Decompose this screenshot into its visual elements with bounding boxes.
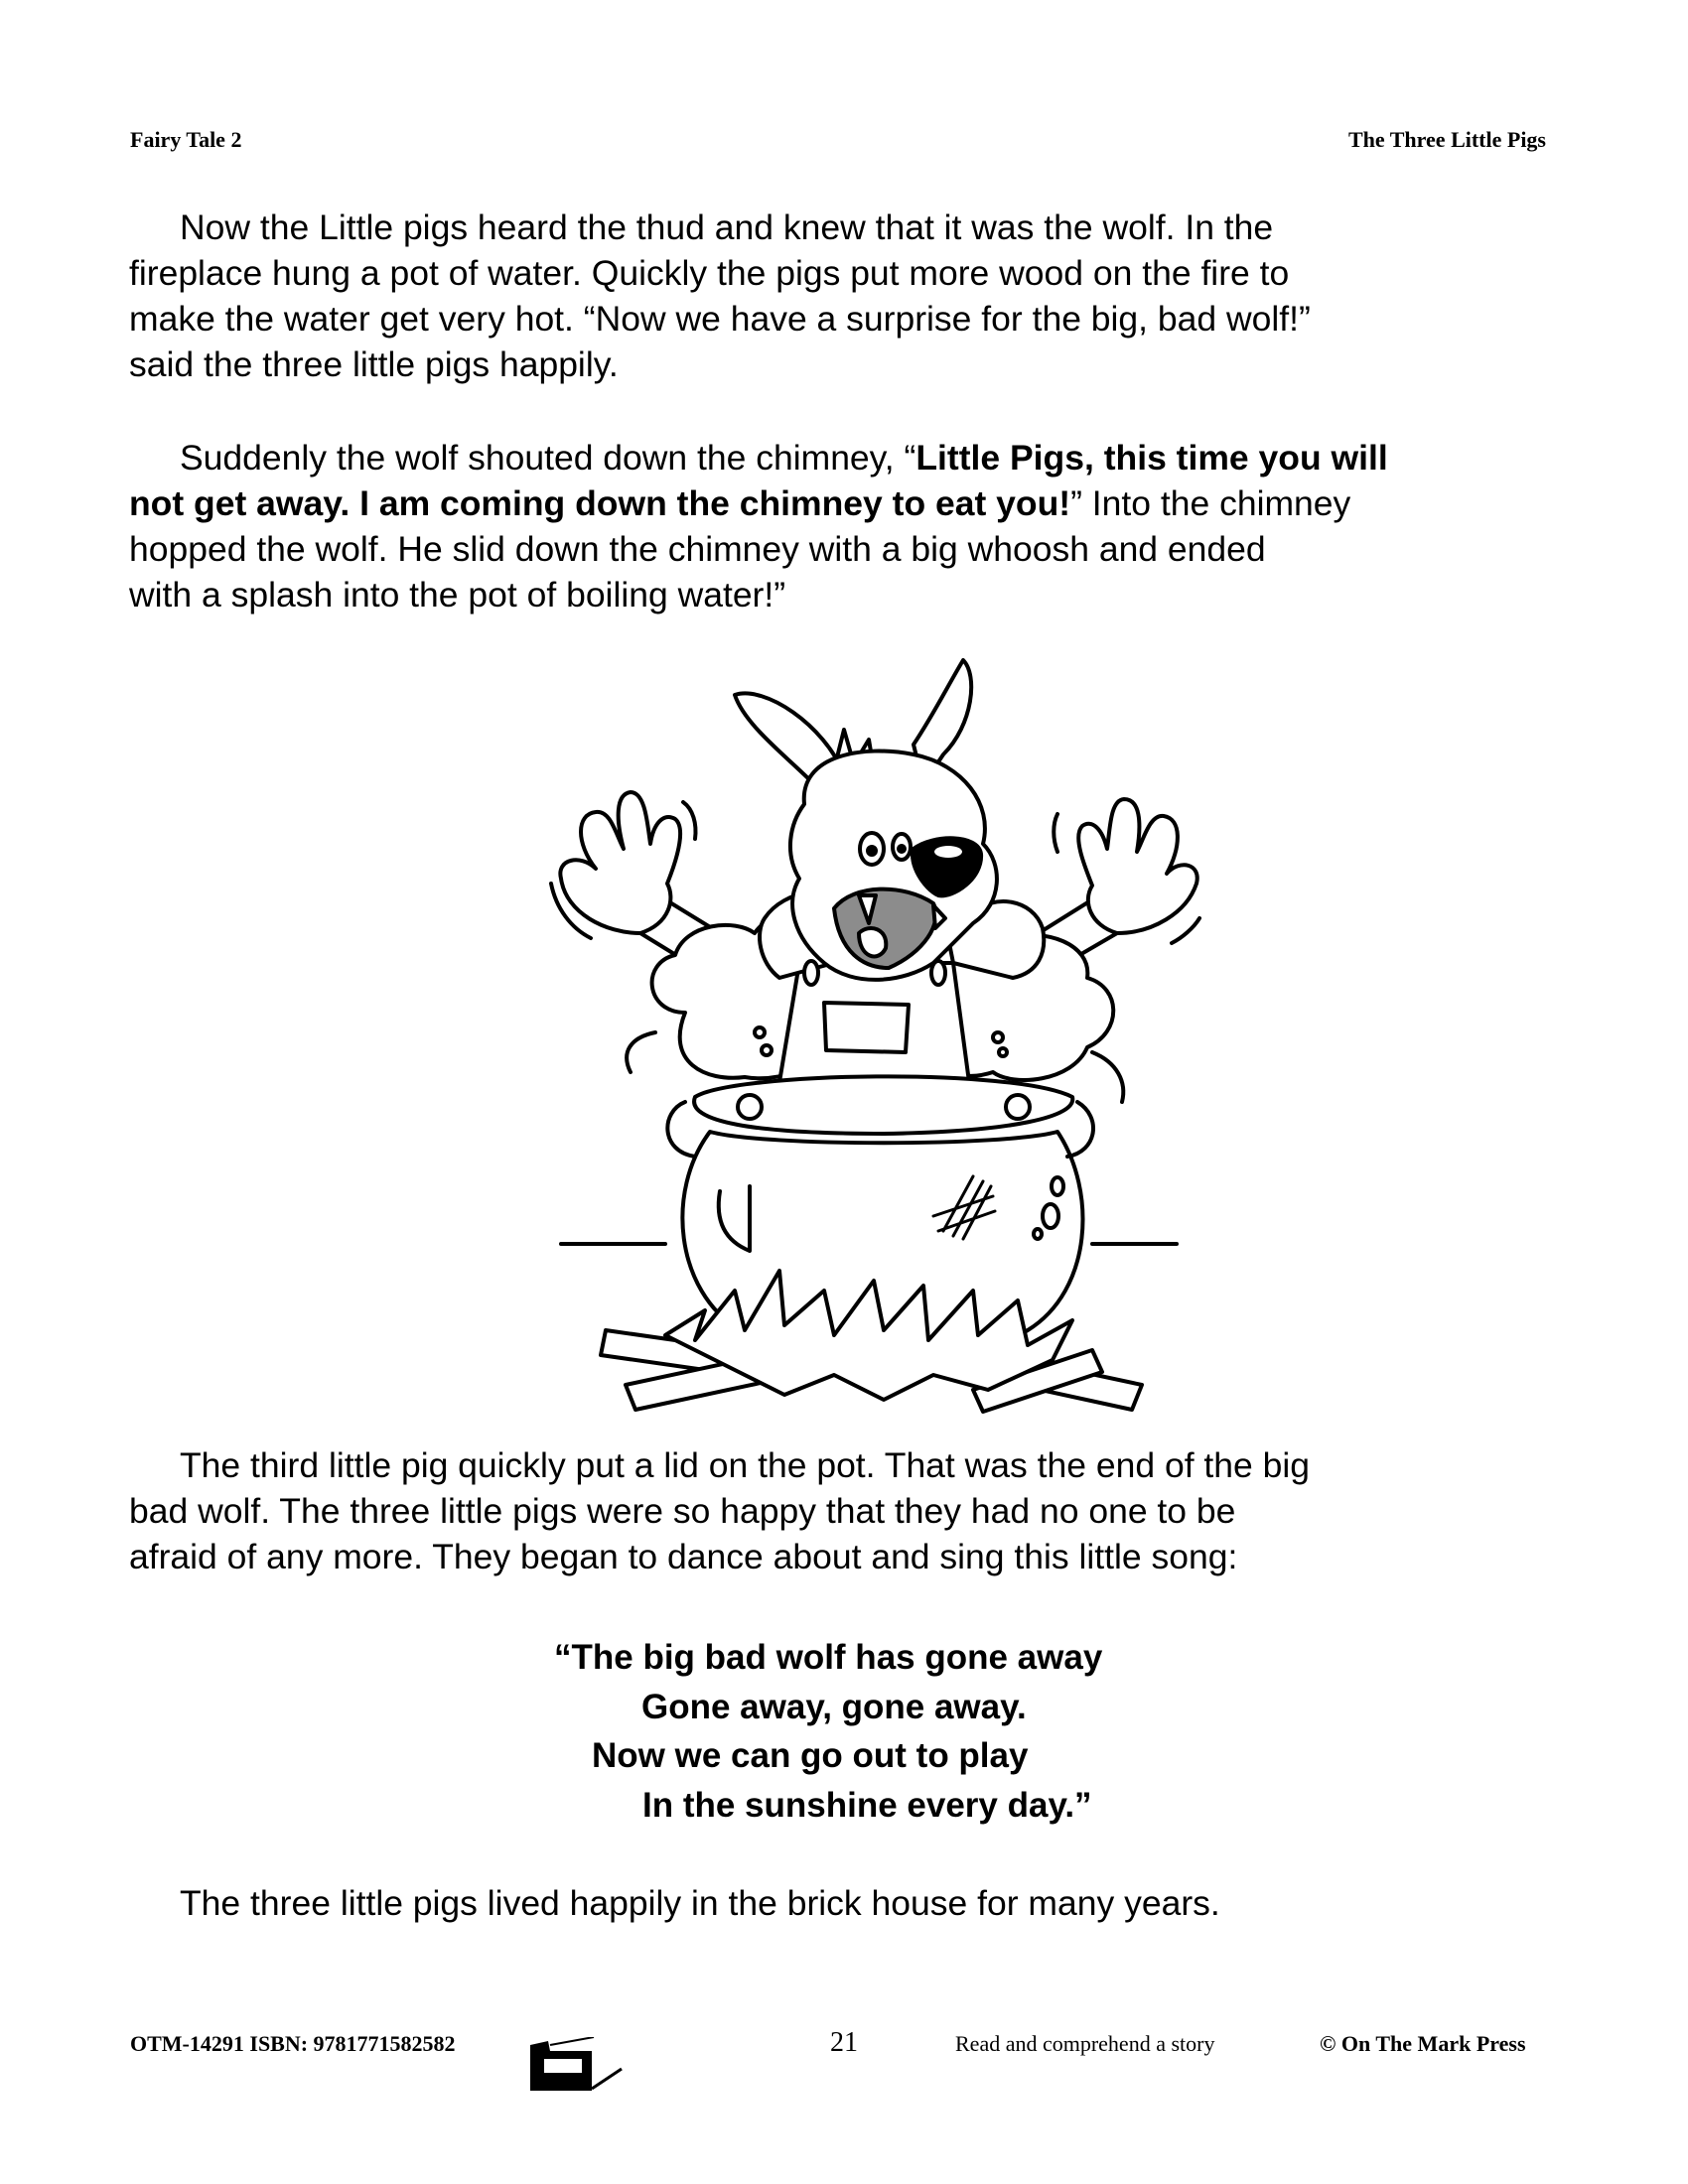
song-line: Now we can go out to play <box>592 1736 1029 1775</box>
song-line: Gone away, gone away. <box>641 1687 1027 1726</box>
paragraph-line: said the three little pigs happily. <box>129 344 619 384</box>
story-closing <box>129 1880 1220 1926</box>
paragraph-line: bad wolf. The three little pigs were so happy that they had no one to be <box>129 1491 1236 1531</box>
photocopier-icon <box>528 2037 628 2093</box>
wolf-quote-text: Little Pigs, this time you will <box>915 438 1388 478</box>
running-header-right: The Three Little Pigs <box>1347 127 1546 152</box>
paragraph-line: The three little pigs lived happily in the brick house for many years. <box>180 1883 1220 1923</box>
story-paragraph-1 <box>129 205 1311 387</box>
song-line: “The big bad wolf has gone away <box>554 1638 1103 1677</box>
footer-code-isbn: OTM-14291 ISBN: 9781771582582 <box>130 2031 456 2056</box>
story-paragraph-3 <box>129 1442 1310 1579</box>
paragraph-line: make the water get very hot. “Now we have a surprise for the big, bad wolf!” <box>129 299 1311 339</box>
pigs-song <box>0 1633 1103 1830</box>
narration-text: ” Into the chimney <box>1070 483 1351 523</box>
paragraph-line: The third little pig quickly put a lid on the pot. That was the end of the big <box>180 1445 1311 1485</box>
footer-copyright: © On The Mark Press <box>1320 2031 1526 2056</box>
page-number: 21 <box>830 2027 858 2058</box>
wolf-quote-text: not get away. I am coming down the chimney to eat you! <box>129 483 1071 523</box>
song-line: In the sunshine every day.” <box>642 1785 1092 1825</box>
paragraph-line: fireplace hung a pot of water. Quickly the pigs put more wood on the fire to <box>129 253 1290 293</box>
paragraph-line <box>129 480 1388 526</box>
paragraph-line: hopped the wolf. He slid down the chimney with a big whoosh and ended <box>129 529 1266 569</box>
story-paragraph-2 <box>129 435 1388 617</box>
paragraph-line: with a splash into the pot of boiling water!” <box>129 575 786 614</box>
narration-text: Suddenly the wolf shouted down the chimney, “ <box>180 438 916 478</box>
running-header-left: Fairy Tale 2 <box>130 127 242 152</box>
paragraph-line: afraid of any more. They began to dance about and sing this little song: <box>129 1537 1238 1576</box>
paragraph-line: Now the Little pigs heard the thud and knew that it was the wolf. In the <box>180 207 1274 247</box>
footer-description: Read and comprehend a story <box>955 2031 1215 2056</box>
wolf-in-boiling-pot-illustration <box>536 635 1211 1420</box>
paragraph-line <box>129 435 1388 480</box>
